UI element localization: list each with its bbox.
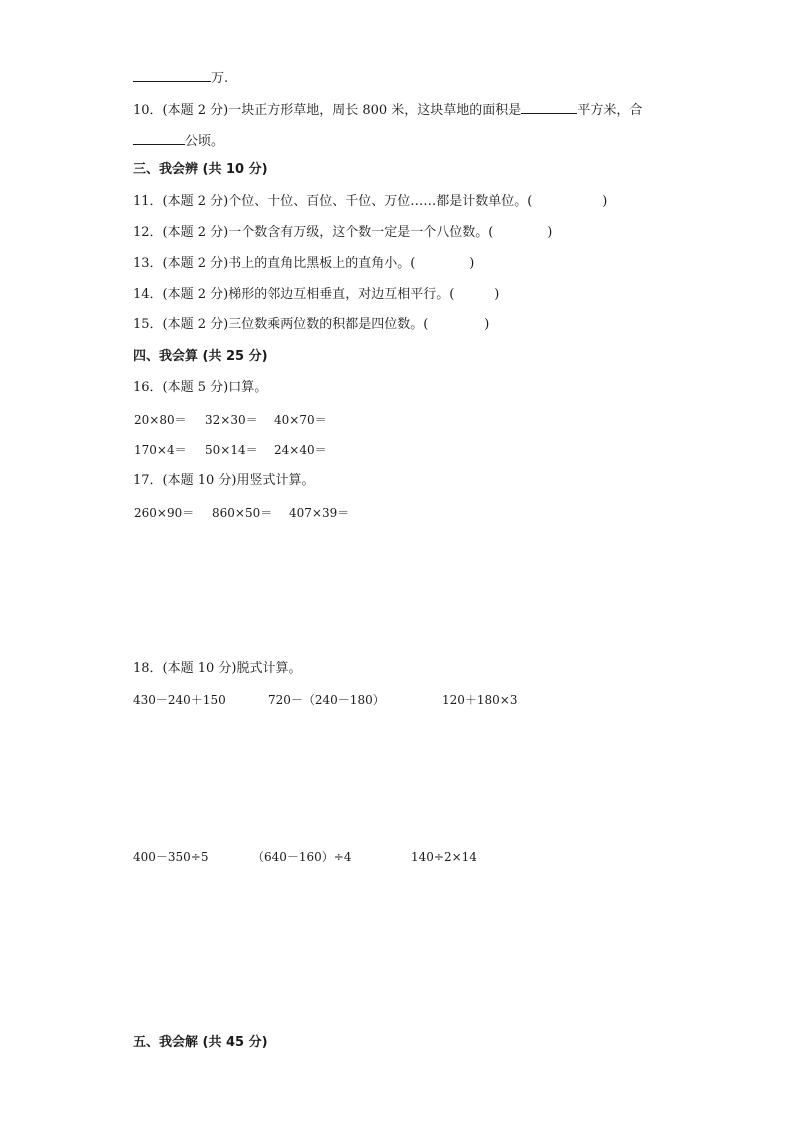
question-17: 17．(本题 10 分)用竖式计算。 (133, 473, 315, 488)
step-calc-item: （640－160）÷4 (252, 850, 352, 864)
paren-close: ) (547, 225, 553, 240)
answer-blank[interactable] (133, 130, 185, 145)
q12-text: 12．(本题 2 分)一个数含有万级，这个数一定是一个八位数。( (133, 225, 494, 240)
paren-close: ) (484, 317, 490, 332)
question-15 (133, 316, 489, 334)
step-calc-item: 430－240＋150 (133, 693, 226, 707)
q11-text: 11．(本题 2 分)个位、十位、百位、千位、万位……都是计数单位。( (133, 194, 533, 209)
section-title: 五、我会解 (共 45 分) (133, 1035, 268, 1050)
q10-text: 10．(本题 2 分)一块正方形草地，周长 800 米，这块草地的面积是 (133, 103, 522, 118)
q9-answer-line (133, 67, 228, 88)
paren-close: ) (494, 287, 500, 302)
answer-blank[interactable] (521, 99, 577, 114)
oral-calc-item: 20×80＝ (134, 413, 187, 427)
question-11 (133, 193, 607, 211)
question-13 (133, 255, 474, 273)
section-title: 四、我会算 (共 25 分) (133, 349, 268, 364)
q15-text: 15．(本题 2 分)三位数乘两位数的积都是四位数。( (133, 317, 429, 332)
oral-calc-item: 50×14＝ (205, 443, 258, 457)
q14-text: 14．(本题 2 分)梯形的邻边互相垂直，对边互相平行。( (133, 287, 455, 302)
q10-unit: 平方米，合 (577, 103, 643, 118)
question-10-cont (133, 130, 224, 151)
step-calc-item: 120＋180×3 (442, 693, 518, 707)
question-10 (133, 99, 642, 120)
vertical-calc-item: 407×39＝ (289, 506, 350, 520)
step-calc-item: 720－（240－180） (268, 693, 385, 707)
question-14 (133, 286, 499, 304)
oral-calc-item: 40×70＝ (274, 413, 327, 427)
step-calc-item: 400－350÷5 (133, 850, 209, 864)
step-calc-item: 140÷2×14 (411, 850, 477, 864)
question-12 (133, 224, 552, 242)
q10-unit-2: 公顷。 (185, 134, 225, 149)
question-16: 16．(本题 5 分)口算。 (133, 380, 268, 395)
oral-calc-item: 170×4＝ (134, 443, 187, 457)
vertical-calc-item: 860×50＝ (212, 506, 273, 520)
paren-close: ) (602, 194, 608, 209)
paren-close: ) (469, 256, 475, 271)
vertical-calc-item: 260×90＝ (134, 506, 195, 520)
oral-calc-item: 32×30＝ (205, 413, 258, 427)
q9-suffix: 万. (211, 71, 229, 86)
section-title: 三、我会辨 (共 10 分) (133, 162, 268, 177)
answer-blank[interactable] (133, 67, 211, 82)
oral-calc-item: 24×40＝ (274, 443, 327, 457)
question-18: 18．(本题 10 分)脱式计算。 (133, 661, 302, 676)
q13-text: 13．(本题 2 分)书上的直角比黑板上的直角小。( (133, 256, 416, 271)
